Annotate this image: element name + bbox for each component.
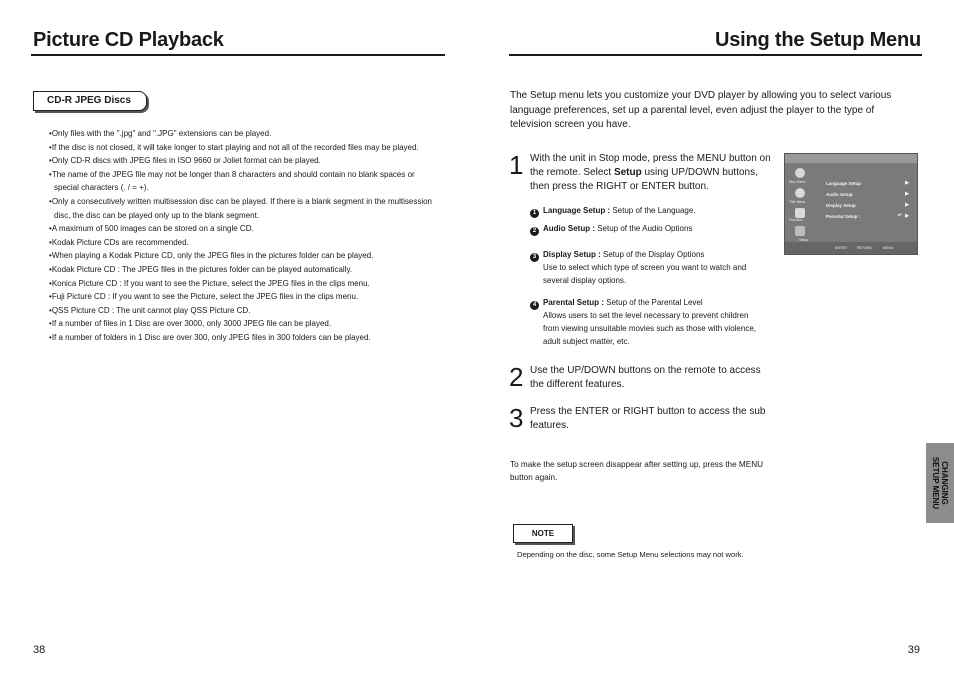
guide-label: RETURN xyxy=(857,246,872,250)
number-badge: 4 xyxy=(530,301,539,310)
lock-icon: ↶ xyxy=(897,213,902,219)
sub-item-head: Parental Setup : xyxy=(543,298,604,307)
page-number: 39 xyxy=(907,644,920,656)
title-divider xyxy=(509,54,922,56)
side-tab-line: SETUP MENU xyxy=(931,456,940,510)
function-icon xyxy=(795,208,805,218)
jpeg-rules-list xyxy=(49,127,439,345)
sub-item-detail: Allows users to set the level necessary to prevent children from viewing unsuitable movies such as those with violence, adult subject matter, etc. xyxy=(543,311,756,346)
setup-icon xyxy=(795,226,805,236)
step-text: Press the ENTER or RIGHT button to access the sub features. xyxy=(530,406,766,431)
step-text-part: With the unit in Stop mode, press the MENU button on the remote. Select xyxy=(530,153,771,178)
disc-menu-icon xyxy=(795,168,805,178)
list-item: • Only files with the ".jpg" and ".JPG" extensions can be played. xyxy=(49,127,439,141)
list-item: • Only CD-R discs with JPEG files in ISO 9660 or Joliet format can be played. xyxy=(49,154,439,168)
chapter-side-tab xyxy=(926,443,954,523)
menu-item-label: Language Setup xyxy=(826,181,862,186)
sub-item-audio xyxy=(530,223,765,236)
menu-item-language-setup[interactable] xyxy=(823,178,911,189)
chapter-side-tab-label xyxy=(931,457,949,509)
list-item: • If the disc is not closed, it will take longer to start playing and not all of the recorded files may be played. xyxy=(49,141,439,155)
title-menu-icon xyxy=(795,188,805,198)
side-label: Function xyxy=(789,218,803,222)
arrow-right-icon: ▶ xyxy=(905,191,909,197)
menu-item-parental-setup[interactable] xyxy=(823,211,911,222)
step-text-part: using UP/DOWN buttons, then press the RIGHT or ENTER button. xyxy=(530,166,758,192)
menu-item-label: Audio Setup xyxy=(826,192,853,197)
list-item: • Kodak Picture CD : The JPEG files in the pictures folder can be played automatically. xyxy=(49,263,439,277)
list-item: • QSS Picture CD : The unit cannot play QSS Picture CD. xyxy=(49,304,439,318)
sub-item-head: Display Setup : xyxy=(543,250,601,259)
sub-item-head: Language Setup : xyxy=(543,206,611,215)
list-item: • If a number of files in 1 Disc are over 3000, only 3000 JPEG file can be played. xyxy=(49,317,439,331)
list-item: • Fuji Picture CD : If you want to see the Picture, select the JPEG files in the clips menu. xyxy=(49,290,439,304)
sub-item-desc: Setup of the Parental Level xyxy=(603,298,703,307)
arrow-right-icon: ▶ xyxy=(905,202,909,208)
closing-paragraph: To make the setup screen disappear after setting up, press the MENU button again. xyxy=(510,460,764,482)
menu-item-display-setup[interactable] xyxy=(823,200,911,211)
list-item: • Kodak Picture CDs are recommended. xyxy=(49,236,439,250)
number-badge: 2 xyxy=(530,227,539,236)
note-text: Depending on the disc, some Setup Menu selections may not work. xyxy=(517,550,744,559)
screen-menu-list xyxy=(823,178,911,222)
step-text xyxy=(530,152,775,193)
list-item: • The name of the JPEG file may not be longer than 8 characters and should contain no blank spaces or special characters (. / = +). xyxy=(49,168,439,195)
sub-item-parental xyxy=(530,297,765,348)
side-tab-line: CHANGING xyxy=(940,461,949,505)
sub-item-display xyxy=(530,249,765,288)
sub-item-head: Audio Setup : xyxy=(543,224,595,233)
intro-paragraph: The Setup menu lets you customize your DVD player by allowing you to select various language preferences, set up a parental level, even adjust the player to the type of television screen you have. xyxy=(510,90,892,131)
sub-item-detail: Use to select which type of screen you want to watch and several display options. xyxy=(543,263,747,285)
section-label: CD-R JPEG Discs xyxy=(33,91,147,111)
setup-menu-screen xyxy=(784,153,918,255)
screen-button-guide xyxy=(785,242,917,254)
step-number: 3 xyxy=(509,403,524,433)
menu-item-audio-setup[interactable] xyxy=(823,189,911,200)
step-number: 1 xyxy=(509,150,524,180)
page-title: Picture CD Playback xyxy=(33,29,224,51)
arrow-right-icon: ▶ xyxy=(905,180,909,186)
page-title: Using the Setup Menu xyxy=(714,29,921,51)
list-item: • When playing a Kodak Picture CD, only the JPEG files in the pictures folder can be played. xyxy=(49,249,439,263)
side-label: Disc Menu xyxy=(789,180,806,184)
step-text: Use the UP/DOWN buttons on the remote to access the different features. xyxy=(530,365,761,390)
sub-item-desc: Setup of the Audio Options xyxy=(595,224,693,233)
menu-item-label: Display Setup xyxy=(826,203,856,208)
guide-label: MENU xyxy=(883,246,894,250)
right-page xyxy=(477,0,954,677)
list-item: • Only a consecutively written multisession disc can be played. If there is a blank segment in the multisession disc, the disc can be played only up to the blank segment. xyxy=(49,195,439,222)
list-item: • A maximum of 500 images can be stored on a single CD. xyxy=(49,222,439,236)
guide-label: ENTER xyxy=(835,246,847,250)
screen-header-bar xyxy=(785,154,917,163)
sub-item-language xyxy=(530,205,765,218)
number-badge: 1 xyxy=(530,209,539,218)
side-label: Title Menu xyxy=(789,200,806,204)
screen-side-menu xyxy=(789,166,817,242)
page-number: 38 xyxy=(33,644,46,656)
title-divider xyxy=(31,54,445,56)
menu-item-label: Parental Setup : xyxy=(826,214,861,219)
sub-item-desc: Setup of the Language. xyxy=(610,206,696,215)
step-text-bold: Setup xyxy=(613,166,642,178)
step-number: 2 xyxy=(509,362,524,392)
number-badge: 3 xyxy=(530,253,539,262)
note-label: NOTE xyxy=(513,524,573,543)
sub-item-desc: Setup of the Display Options xyxy=(600,250,705,259)
arrow-right-icon: ▶ xyxy=(905,213,909,219)
list-item: • Konica Picture CD : If you want to see the Picture, select the JPEG files in the clips menu. xyxy=(49,277,439,291)
side-label: Setup xyxy=(799,238,809,242)
list-item: • If a number of folders in 1 Disc are over 300, only JPEG files in 300 folders can be played. xyxy=(49,331,439,345)
